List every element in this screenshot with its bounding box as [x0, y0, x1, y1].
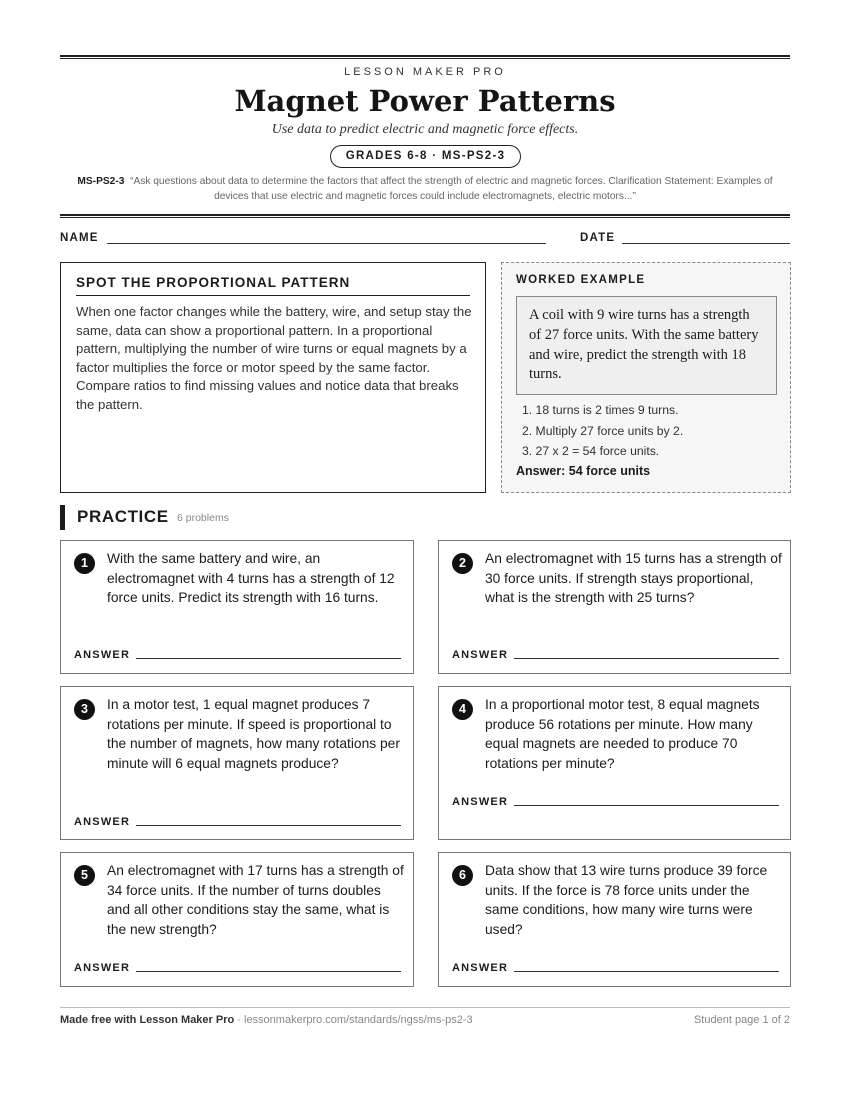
problem-number-badge: 2	[452, 553, 473, 574]
problem-number-badge: 6	[452, 865, 473, 886]
page-subtitle: Use data to predict electric and magnetic force effects.	[271, 122, 579, 137]
grade-standard-badge: GRADES 6-8 · MS-PS2-3	[330, 145, 521, 168]
footer-url[interactable]: · lessonmakerpro.com/standards/ngss/ms-ps2-3	[234, 1014, 473, 1026]
answer-label: ANSWER	[452, 649, 509, 661]
footer-credit	[60, 1014, 473, 1026]
worked-example-step: 2. Multiply 27 force units by 2.	[522, 423, 684, 438]
answer-label: ANSWER	[74, 649, 131, 661]
header-bottom-double-rule	[60, 214, 790, 218]
practice-card-1	[60, 540, 414, 674]
answer-label: ANSWER	[452, 796, 509, 808]
practice-card-2	[438, 540, 791, 674]
answer-label: ANSWER	[74, 962, 131, 974]
problem-number-badge: 5	[74, 865, 95, 886]
date-field[interactable]	[622, 243, 790, 244]
worked-example-step: 3. 27 x 2 = 54 force units.	[522, 444, 660, 458]
answer-field[interactable]	[514, 658, 779, 659]
concept-box	[60, 262, 486, 493]
footer-made-with: Made free with Lesson Maker Pro	[60, 1014, 235, 1026]
problem-text: An electromagnet with 17 turns has a strength of 34 force units. If the number of turns doubles and all other conditions stay the same, what is the new strength?	[107, 863, 404, 937]
standard-statement	[60, 174, 790, 204]
date-label: DATE	[580, 232, 616, 244]
name-field[interactable]	[107, 243, 546, 244]
footer-rule	[60, 1007, 790, 1008]
worked-example-step: 1. 18 turns is 2 times 9 turns.	[522, 403, 679, 417]
problem-number-badge: 4	[452, 699, 473, 720]
problem-text: Data show that 13 wire turns produce 39 force units. If the force is 78 force units under the same conditions, how many wire turns were used?	[485, 863, 768, 937]
problem-text: An electromagnet with 15 turns has a strength of 30 force units. If strength stays proportional, what is the strength with 25 turns?	[485, 551, 782, 605]
answer-label: ANSWER	[452, 962, 509, 974]
practice-count: 6 problems	[177, 512, 229, 524]
concept-heading: SPOT THE PROPORTIONAL PATTERN	[76, 275, 470, 296]
practice-card-4	[438, 686, 791, 840]
worked-example-box	[501, 262, 791, 493]
practice-accent-bar	[60, 505, 65, 530]
problem-text: In a motor test, 1 equal magnet produces 7 rotations per minute. If speed is proportional to the number of magnets, how many rotations per minute will 6 equal magnets produce?	[107, 697, 400, 771]
concept-body: When one factor changes while the battery, wire, and setup stay the same, data can show a proportional pattern. In a proportional pattern, multiplying the number of wire turns or equal magnets by a factor multiplies the force or motor speed by the same factor. Compare ratios to find missing values and notice data that breaks the pattern.	[76, 304, 472, 412]
footer-page-number: Student page 1 of 2	[693, 1014, 790, 1026]
page-title: Magnet Power Patterns	[234, 84, 616, 118]
problem-text: In a proportional motor test, 8 equal magnets produce 56 rotations per minute. How many equal magnets are needed to produce 70 rotations per minute?	[485, 697, 760, 771]
answer-field[interactable]	[514, 971, 779, 972]
brand-name: LESSON MAKER PRO	[344, 66, 506, 78]
practice-card-6	[438, 852, 791, 987]
answer-field[interactable]	[136, 825, 401, 826]
practice-heading: PRACTICE	[77, 507, 169, 526]
practice-card-5	[60, 852, 414, 987]
standard-code: MS-PS2-3	[77, 176, 125, 187]
worked-example-steps	[522, 400, 683, 462]
top-double-rule	[60, 55, 790, 59]
worked-example-heading: WORKED EXAMPLE	[516, 274, 646, 286]
name-label: NAME	[60, 232, 99, 244]
standard-text: “Ask questions about data to determine the factors that affect the strength of electric and magnetic forces. Clarification Statement: Examples of devices that use electric and magnetic forces could include electromagnets, electric motors...”	[130, 176, 773, 202]
practice-card-3	[60, 686, 414, 840]
name-date-row	[60, 230, 790, 248]
worked-example-answer: Answer: 54 force units	[516, 464, 651, 478]
answer-field[interactable]	[514, 805, 779, 806]
worked-example-problem: A coil with 9 wire turns has a strength of 27 force units. With the same battery and wire, predict the strength with 18 turns.	[516, 296, 777, 395]
problem-number-badge: 3	[74, 699, 95, 720]
answer-field[interactable]	[136, 658, 401, 659]
answer-field[interactable]	[136, 971, 401, 972]
problem-number-badge: 1	[74, 553, 95, 574]
problem-text: With the same battery and wire, an electromagnet with 4 turns has a strength of 12 force units. Predict its strength with 16 turns.	[107, 551, 395, 605]
answer-label: ANSWER	[74, 816, 131, 828]
